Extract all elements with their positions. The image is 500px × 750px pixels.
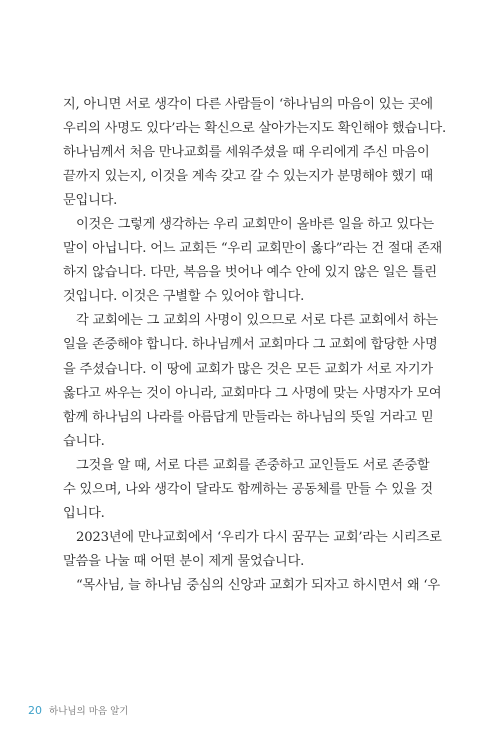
text-line: “목사님, 늘 하나님 중심의 신앙과 교회가 되자고 하시면서 왜 ‘우: [76, 577, 440, 593]
page-footer: [28, 703, 129, 717]
text-line: 지, 아니면 서로 생각이 다른 사람들이 ‘하나님의 마음이 있는 곳에: [63, 97, 433, 112]
text-line: 우리의 사명도 있다’라는 확신으로 살아가는지도 확인해야 했습니다.: [63, 121, 447, 137]
text-line: 끝까지 있는지, 이것을 계속 갖고 갈 수 있는지가 분명해야 했기 때: [63, 169, 433, 185]
text-line: 말이 아닙니다. 어느 교회든 “우리 교회만이 옳다”라는 건 절대 존재: [63, 241, 443, 257]
text-line: 일을 존중해야 합니다. 하나님께서 교회마다 그 교회에 합당한 사명: [63, 337, 438, 353]
text-line: 문입니다.: [63, 193, 118, 209]
page-number: 20: [28, 704, 42, 717]
text-line: 하나님께서 처음 만나교회를 세워주셨을 때 우리에게 주신 마음이: [63, 145, 430, 161]
text-line: 2023년에 만나교회에서 ‘우리가 다시 꿈꾸는 교회’라는 시리즈로: [76, 529, 442, 545]
text-line: 습니다.: [63, 433, 105, 449]
text-line: 것입니다. 이것은 구별할 수 있어야 합니다.: [63, 289, 305, 305]
text-line: 하지 않습니다. 다만, 복음을 벗어나 예수 안에 있지 않은 일은 틀린: [63, 265, 437, 281]
text-line: 수 있으며, 나와 생각이 달라도 함께하는 공동체를 만들 수 있을 것: [63, 481, 433, 497]
text-line: 그것을 알 때, 서로 다른 교회를 존중하고 교인들도 서로 존중할: [76, 457, 430, 473]
text-line: 입니다.: [63, 505, 105, 521]
text-line: 말씀을 나눌 때 어떤 분이 제게 물었습니다.: [63, 553, 305, 569]
running-title: 하나님의 마음 알기: [49, 706, 129, 717]
text-line: 을 주셨습니다. 이 땅에 교회가 많은 것은 모든 교회가 서로 자기가: [63, 361, 433, 377]
text-line: 각 교회에는 그 교회의 사명이 있으므로 서로 다른 교회에서 하는: [76, 313, 438, 329]
body-text: [63, 93, 447, 598]
text-line: 함께 하나님의 나라를 아름답게 만들라는 하나님의 뜻일 거라고 믿: [63, 409, 434, 425]
text-line: 이것은 그렇게 생각하는 우리 교회만이 올바른 일을 하고 있다는: [76, 217, 434, 233]
text-line: 옳다고 싸우는 것이 아니라, 교회마다 그 사명에 맞는 사명자가 모여: [63, 385, 442, 401]
